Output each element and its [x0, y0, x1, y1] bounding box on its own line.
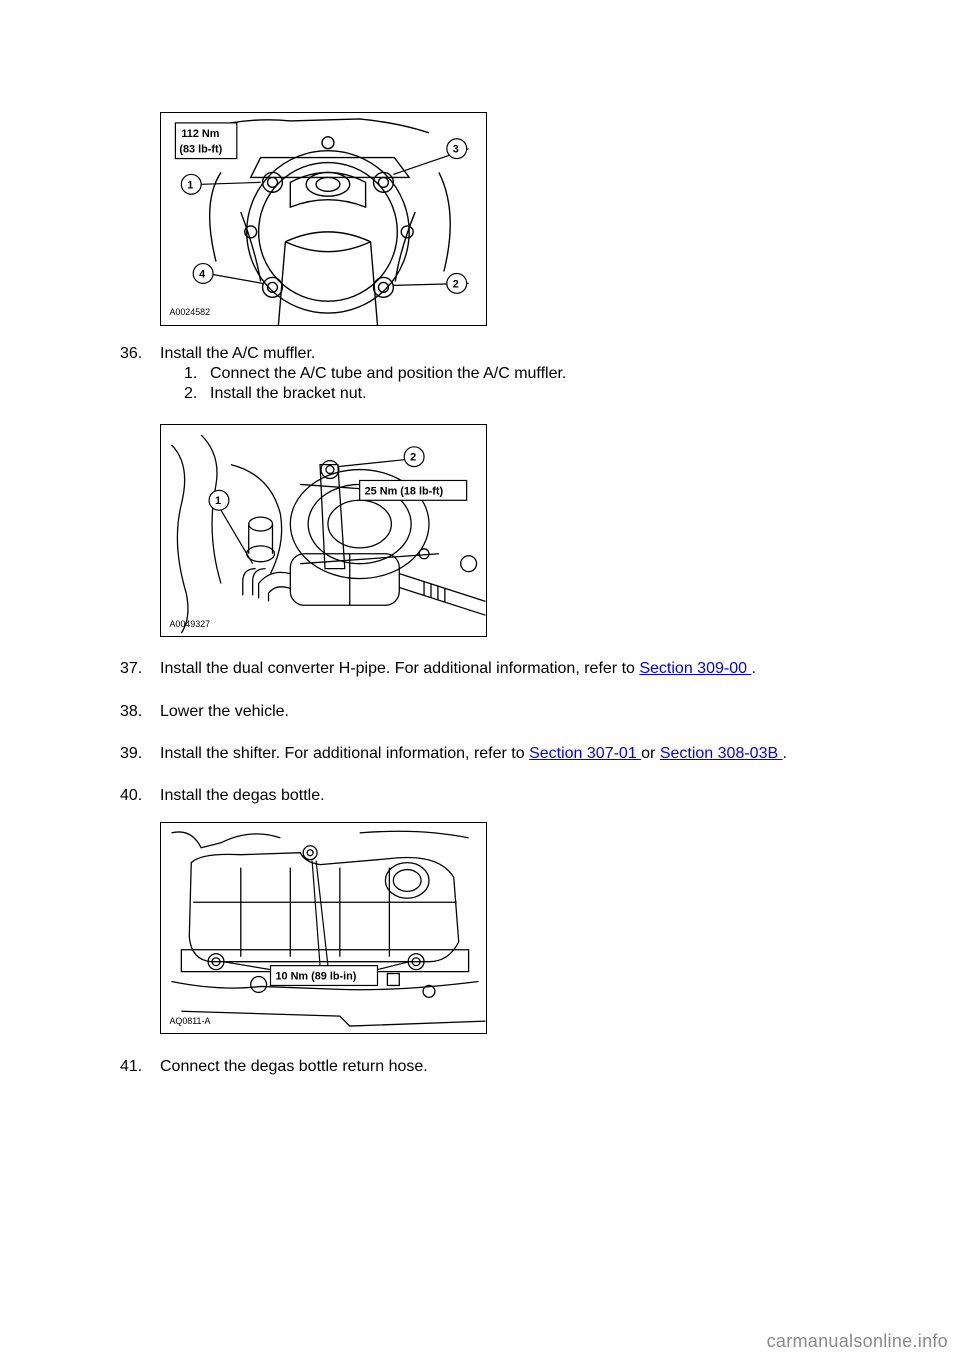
figure-id: A0024582 [169, 307, 211, 318]
degas-bottle-illustration [161, 823, 486, 1033]
callout-1: 1 [187, 179, 194, 192]
torque-imperial-label: (83 lb-ft) [179, 143, 223, 156]
torque-label: 112 Nm [181, 127, 220, 140]
step-text: Lower the vehicle. [160, 703, 289, 720]
figure-degas-bottle [160, 822, 487, 1034]
ac-muffler-illustration [161, 425, 486, 636]
callout-3: 3 [452, 143, 459, 156]
step-text-after: . [782, 745, 788, 762]
link-section-308-03b[interactable]: Section 308-03B [659, 745, 783, 762]
step-text [160, 744, 787, 764]
substep-text: Install the bracket nut. [210, 385, 367, 402]
callout-2: 2 [452, 278, 459, 291]
callout-4: 4 [199, 268, 206, 281]
step-text: Install the A/C muffler. [160, 345, 316, 362]
callout-2: 2 [410, 451, 417, 464]
step-number: 40. [120, 787, 143, 804]
figure-id: A0049327 [169, 619, 211, 630]
watermark: carmanualsonline.info [766, 1331, 948, 1351]
step-number: 41. [120, 1058, 143, 1075]
link-section-309-00[interactable]: Section 309-00 [639, 660, 752, 677]
step-text: Connect the degas bottle return hose. [160, 1058, 428, 1075]
figure-id: AQ0811-A [169, 1016, 211, 1027]
link-section-307-01[interactable]: Section 307-01 [529, 745, 642, 762]
step-text-after: . [751, 660, 756, 677]
step-number: 39. [120, 745, 143, 762]
flange-illustration [161, 113, 486, 325]
torque-label: 25 Nm (18 lb-ft) [364, 485, 444, 498]
torque-label: 10 Nm (89 lb-in) [275, 970, 357, 983]
step-text-before: Install the shifter. For additional information, refer to [160, 745, 530, 762]
step-number: 36. [120, 345, 143, 362]
step-text-mid: or [641, 745, 660, 762]
step-text: Install the degas bottle. [160, 787, 325, 804]
substep-number: 2. [184, 385, 198, 402]
step-number: 37. [120, 660, 143, 677]
callout-1: 1 [215, 495, 222, 508]
figure-flange-bolts [160, 112, 487, 326]
step-text [160, 659, 756, 679]
substep-text: Connect the A/C tube and position the A/C muffler. [210, 365, 567, 382]
step-text-before: Install the dual converter H-pipe. For additional information, refer to [160, 660, 640, 677]
step-number: 38. [120, 703, 143, 720]
figure-ac-muffler [160, 424, 487, 637]
substep-number: 1. [184, 365, 198, 382]
